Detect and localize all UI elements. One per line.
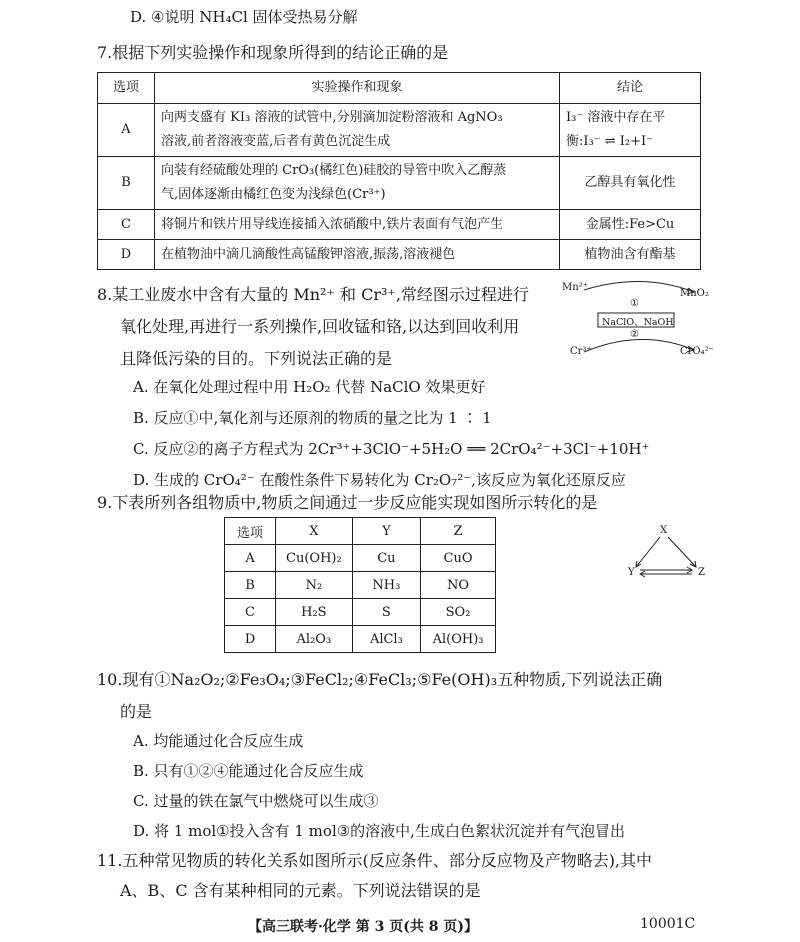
table-row bbox=[225, 599, 496, 626]
header-operation: 实验操作和现象 bbox=[155, 73, 560, 104]
table-row bbox=[225, 572, 496, 599]
header-option: 选项 bbox=[225, 518, 276, 545]
header-conclusion: 结论 bbox=[560, 73, 701, 104]
reaction-2-label: ② bbox=[630, 329, 639, 340]
cell: Al(OH)₃ bbox=[421, 626, 496, 653]
q9-triangle-diagram bbox=[620, 525, 710, 583]
q8-option-b: B. 反应①中,氧化剂与还原剂的物质的量之比为 1 ∶ 1 bbox=[133, 409, 492, 427]
row-option: D bbox=[98, 240, 155, 270]
cell: D bbox=[225, 626, 276, 653]
q8-stem-line-1: 8.某工业废水中含有大量的 Mn²⁺ 和 Cr³⁺,常经图示过程进行 bbox=[97, 285, 529, 304]
q8-stem-line-2: 氧化处理,再进行一系列操作,回收锰和铬,以达到回收利用 bbox=[120, 317, 520, 336]
operation-line-2: 气,固体逐渐由橘红色变为浅绿色(Cr³⁺) bbox=[161, 187, 386, 202]
q9-table bbox=[224, 517, 496, 653]
conclusion-line-1: I₃⁻ 溶液中存在平 bbox=[566, 110, 666, 125]
y-label: Y bbox=[628, 567, 635, 578]
q8-stem-line-3: 且降低污染的目的。下列说法正确的是 bbox=[120, 349, 393, 368]
cell: A bbox=[225, 545, 276, 572]
q8-option-d: D. 生成的 CrO₄²⁻ 在酸性条件下易转化为 Cr₂O₇²⁻,该反应为氧化还原反应 bbox=[133, 471, 626, 489]
q8-reaction-diagram bbox=[562, 278, 712, 360]
q11-stem-line-1: 11.五种常见物质的转化关系如图所示(反应条件、部分反应物及产物略去),其中 bbox=[97, 851, 653, 870]
q7-table bbox=[97, 72, 701, 270]
cell: H₂S bbox=[276, 599, 353, 626]
cell: NO bbox=[421, 572, 496, 599]
operation-line-2: 溶液,前者溶液变蓝,后者有黄色沉淀生成 bbox=[161, 134, 391, 149]
conclusion-line-2: 衡:I₃⁻ ⇌ I₂+I⁻ bbox=[566, 134, 653, 149]
cro4-label: CrO₄²⁻ bbox=[680, 346, 714, 357]
row-operation: 在植物油中滴几滴酸性高锰酸钾溶液,振荡,溶液褪色 bbox=[155, 240, 560, 270]
cell: S bbox=[352, 599, 420, 626]
row-conclusion bbox=[560, 104, 701, 157]
option-d-previous: D. ④说明 NH₄Cl 固体受热易分解 bbox=[130, 8, 358, 26]
header-z: Z bbox=[421, 518, 496, 545]
cell: Al₂O₃ bbox=[276, 626, 353, 653]
q10-option-b: B. 只有①②④能通过化合反应生成 bbox=[133, 762, 364, 780]
paper-code: 10001C bbox=[640, 916, 696, 932]
cell: Cu bbox=[352, 545, 420, 572]
header-x: X bbox=[276, 518, 353, 545]
reaction-1-label: ① bbox=[630, 298, 639, 309]
q9-stem: 9.下表所列各组物质中,物质之间通过一步反应能实现如图所示转化的是 bbox=[97, 493, 598, 512]
z-label: Z bbox=[698, 567, 705, 578]
header-option: 选项 bbox=[98, 73, 155, 104]
row-option: B bbox=[98, 157, 155, 210]
cell: C bbox=[225, 599, 276, 626]
row-conclusion: 乙醇具有氧化性 bbox=[560, 157, 701, 210]
q8-option-a: A. 在氧化处理过程中用 H₂O₂ 代替 NaClO 效果更好 bbox=[133, 378, 486, 396]
table-row bbox=[98, 240, 701, 270]
row-conclusion: 金属性:Fe>Cu bbox=[560, 210, 701, 240]
cell: AlCl₃ bbox=[352, 626, 420, 653]
row-operation: 将铜片和铁片用导线连接插入浓硝酸中,铁片表面有气泡产生 bbox=[155, 210, 560, 240]
q10-option-d: D. 将 1 mol①投入含有 1 mol③的溶液中,生成白色絮状沉淀并有气泡冒出 bbox=[133, 822, 625, 840]
row-operation bbox=[155, 104, 560, 157]
table-row bbox=[225, 545, 496, 572]
cr3-label: Cr³⁺ bbox=[570, 346, 592, 357]
cell: NH₃ bbox=[352, 572, 420, 599]
x-label: X bbox=[660, 525, 668, 536]
reagent-label: NaClO、NaOH bbox=[602, 317, 674, 328]
table-header-row bbox=[98, 73, 701, 104]
cell: CuO bbox=[421, 545, 496, 572]
cell: Cu(OH)₂ bbox=[276, 545, 353, 572]
q7-stem: 7.根据下列实验操作和现象所得到的结论正确的是 bbox=[97, 43, 449, 62]
q8-option-c: C. 反应②的离子方程式为 2Cr³⁺+3ClO⁻+5H₂O ══ 2CrO₄²⁻+3Cl⁻+10H⁺ bbox=[133, 440, 650, 458]
q11-stem-line-2: A、B、C 含有某种相同的元素。下列说法错误的是 bbox=[120, 881, 481, 900]
operation-line-1: 向装有经硫酸处理的 CrO₃(橘红色)硅胶的导管中吹入乙醇蒸 bbox=[161, 163, 507, 178]
row-operation bbox=[155, 157, 560, 210]
operation-line-1: 向两支盛有 KI₃ 溶液的试管中,分别滴加淀粉溶液和 AgNO₃ bbox=[161, 110, 503, 125]
table-row bbox=[98, 210, 701, 240]
row-option: A bbox=[98, 104, 155, 157]
table-row bbox=[98, 157, 701, 210]
q10-option-c: C. 过量的铁在氯气中燃烧可以生成③ bbox=[133, 792, 379, 810]
q10-stem-line-1: 10.现有①Na₂O₂;②Fe₃O₄;③FeCl₂;④FeCl₃;⑤Fe(OH)₃五种物质,下列说法正确 bbox=[97, 670, 663, 689]
row-option: C bbox=[98, 210, 155, 240]
header-y: Y bbox=[352, 518, 420, 545]
table-row bbox=[98, 104, 701, 157]
q10-option-a: A. 均能通过化合反应生成 bbox=[133, 732, 304, 750]
cell: N₂ bbox=[276, 572, 353, 599]
page-footer: 【高三联考·化学 第 3 页(共 8 页)】 bbox=[248, 919, 478, 935]
mn2-label: Mn²⁺ bbox=[562, 282, 588, 293]
table-row bbox=[225, 626, 496, 653]
cell: B bbox=[225, 572, 276, 599]
row-conclusion: 植物油含有酯基 bbox=[560, 240, 701, 270]
q10-stem-line-2: 的是 bbox=[120, 702, 153, 721]
cell: SO₂ bbox=[421, 599, 496, 626]
mno2-label: MnO₂ bbox=[680, 288, 709, 299]
table-header-row bbox=[225, 518, 496, 545]
